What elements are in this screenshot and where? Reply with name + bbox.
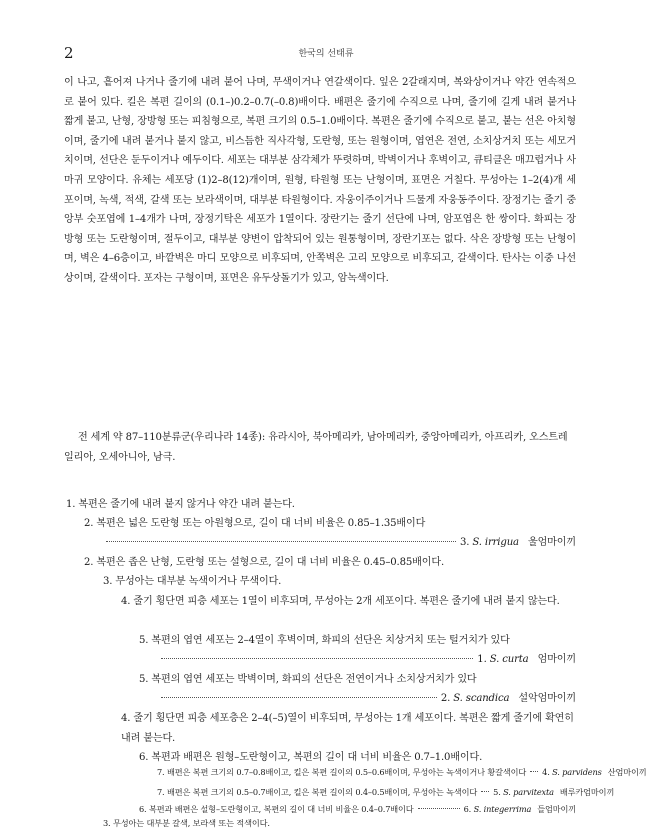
key-lead-1: 1. 복편은 줄기에 내려 붙지 않거나 약간 내려 붙는다. — [66, 499, 295, 510]
key-lead-6a: 6. 복편과 배편은 원형–도란형이고, 복편의 길이 대 너비 비율은 0.7–1.0배이다. — [139, 752, 483, 763]
leader-dots — [418, 808, 460, 809]
distribution-paragraph: 전 세계 약 87–110분류군(우리나라 14종): 유라시아, 북아메리카, 남아메리카, 중앙아메리카, 아프리카, 오스트레일리아, 오세아니아, 남극. — [64, 432, 568, 463]
korean-name: 들엄마이끼 — [537, 804, 576, 814]
genus-description: 이 나고, 흩어져 나거나 줄기에 내려 붙어 나며, 무색이거나 연갈색이다. 잎은 2갈래지며, 복와상이거나 약간 연속적으로 붙어 있다. 킬은 복편 길이의 (0.1–)0.2–0.7(–0.8)배이다. 배편은 줄기에 수직으로 나며, 줄기에 길게 내려 붙거나 짧게 붙고, 난형, 장방형 또는 피침형으로, 복편 크기의 0.5–1.0배이다. 복편은 줄기에 수직으로 붙고, 붙는 선은 아치형이며, 줄기에 내려 붙거나 붙지 않고, 비스듬한 직사각형, 도란형, 또는 원형이며, 엽연은 전연, 소치상거치 또는 세모거치이며, 선단은 둔두이거나 예두이다. 세포는 대부분 삼각체가 뚜렷하며, 박벽이거나 후벽이고, 큐티클은 매끄럽거나 사마귀 모양이다. 유체는 세포당 (1)2–8(12)개이며, 원형, 타원형 또는 난형이며, 표면은 거칠다. 무성아는 1–2(4)개 세포이며, 녹색, 적색, 갈색 또는 보라색이며, 대부분 타원형이다. 자웅이주이거나 드물게 자웅동주이다. 장정기는 줄기 중앙부 숫포엽에 1–4개가 나며, 장정기탁은 세포가 1열이다. 장란기는 줄기 선단에 나며, 암포엽은 한 쌍이다. 화피는 장방형 또는 도란형이며, 절두이고, 대부분 양변이 압착되어 있는 원통형이며, 장란기포는 없다. 삭은 장방형 또는 난형이며, 벽은 4–6층이고, 바깥벽은 마디 모양으로 비후되며, 안쪽벽은 고리 모양으로 비후되고, 갈색이다. 탄사는 이중 나선상이며, 갈색이다. 포자는 구형이며, 표면은 유두상돌기가 있고, 암녹색이다. — [64, 77, 576, 284]
page-number: 2 — [64, 44, 74, 62]
key-result — [464, 804, 576, 814]
species-name: S. scandica — [453, 693, 510, 704]
korean-name: 배루카엄마이끼 — [559, 787, 615, 797]
key-result: 3. S. irrigua 울엄마이끼 — [459, 537, 576, 548]
korean-name: 설악엄마이끼 — [518, 693, 576, 704]
key-result-number: 5. — [493, 787, 504, 797]
running-title: 한국의 선태류 — [298, 49, 354, 59]
key-result-row — [157, 689, 576, 709]
species-name: S. curta — [489, 654, 529, 665]
key-lead-5a: 5. 복편의 엽연 세포는 2–4열이 후벽이며, 화피의 선단은 치상거치 또는 털거치가 있다 — [139, 635, 510, 646]
key-lead-3a: 3. 무성아는 대부분 녹색이거나 무색이다. — [103, 576, 282, 587]
key-lead-text: 6. 복편과 배편은 설형–도란형이고, 복편의 길이 대 너비 비율은 0.4–0.7배이다 — [139, 804, 414, 814]
key-lead-2a — [84, 514, 425, 534]
key-lead-text: 7. 배편은 복편 크기의 0.7–0.8배이고, 킬은 복편 길이의 0.5–0.6배이며, 무성아는 녹색이거나 황갈색이다 — [157, 767, 527, 777]
key-lead-4b: 4. 줄기 횡단면 피층 세포층은 2–4(–5)열이 비후되며, 무성아는 1개 세포이다. 복편은 짧게 줄기에 확연히 내려 붙는다. — [121, 713, 574, 744]
key-result-row — [157, 650, 576, 670]
key-lead-2b: 2. 복편은 좁은 난형, 도란형 또는 설형으로, 길이 대 너비 비율은 0.45–0.85배이다. — [84, 557, 445, 568]
key-lead-text: 7. 배편은 복편 크기의 0.5–0.7배이고, 킬은 복편 길이의 0.4–0.5배이며, 무성아는 녹색이다 — [157, 787, 478, 797]
leader-dots — [106, 541, 456, 542]
key-lead-text: 2. 복편은 넓은 도란형 또는 아원형으로, 길이 대 너비 비율은 0.85–1.35배이다 — [84, 518, 426, 529]
korean-name: 엄마이끼 — [537, 654, 576, 665]
leader-dots — [481, 791, 489, 792]
species-name: S. irrigua — [472, 537, 519, 548]
species-name: S. parvitexta — [503, 787, 554, 797]
key-result — [542, 767, 646, 777]
key-lead-compact — [157, 787, 615, 797]
key-result: 2. S. scandica 설악엄마이끼 — [440, 693, 576, 704]
key-lead-compact — [157, 767, 647, 777]
key-result: 1. S. curta 엄마이끼 — [477, 654, 576, 665]
key-lead-5b: 5. 복편의 엽연 세포는 박벽이며, 화피의 선단은 전연이거나 소치상거치가 있다 — [139, 674, 477, 685]
korean-name: 산엄마이끼 — [607, 767, 647, 777]
key-result-number: 4. — [542, 767, 553, 777]
leader-dots — [161, 658, 473, 659]
key-lead-text: 3. 무성아는 대부분 갈색, 보라색 또는 적색이다. — [103, 818, 270, 828]
key-result-number: 6. — [463, 804, 474, 814]
key-lead-4a: 4. 줄기 횡단면 피층 세포는 1열이 비후되며, 무성아는 2개 세포이다. 복편은 줄기에 내려 붙지 않는다. — [121, 596, 560, 607]
key-result-row — [102, 533, 576, 553]
key-lead-compact — [103, 818, 576, 828]
key-lead-compact — [139, 804, 576, 814]
leader-dots — [161, 697, 437, 698]
korean-name: 울엄마이끼 — [527, 537, 576, 548]
species-name: S. integerrima — [473, 804, 532, 814]
species-name: S. parvidens — [552, 767, 602, 777]
key-result — [493, 787, 614, 797]
leader-dots — [530, 771, 538, 772]
